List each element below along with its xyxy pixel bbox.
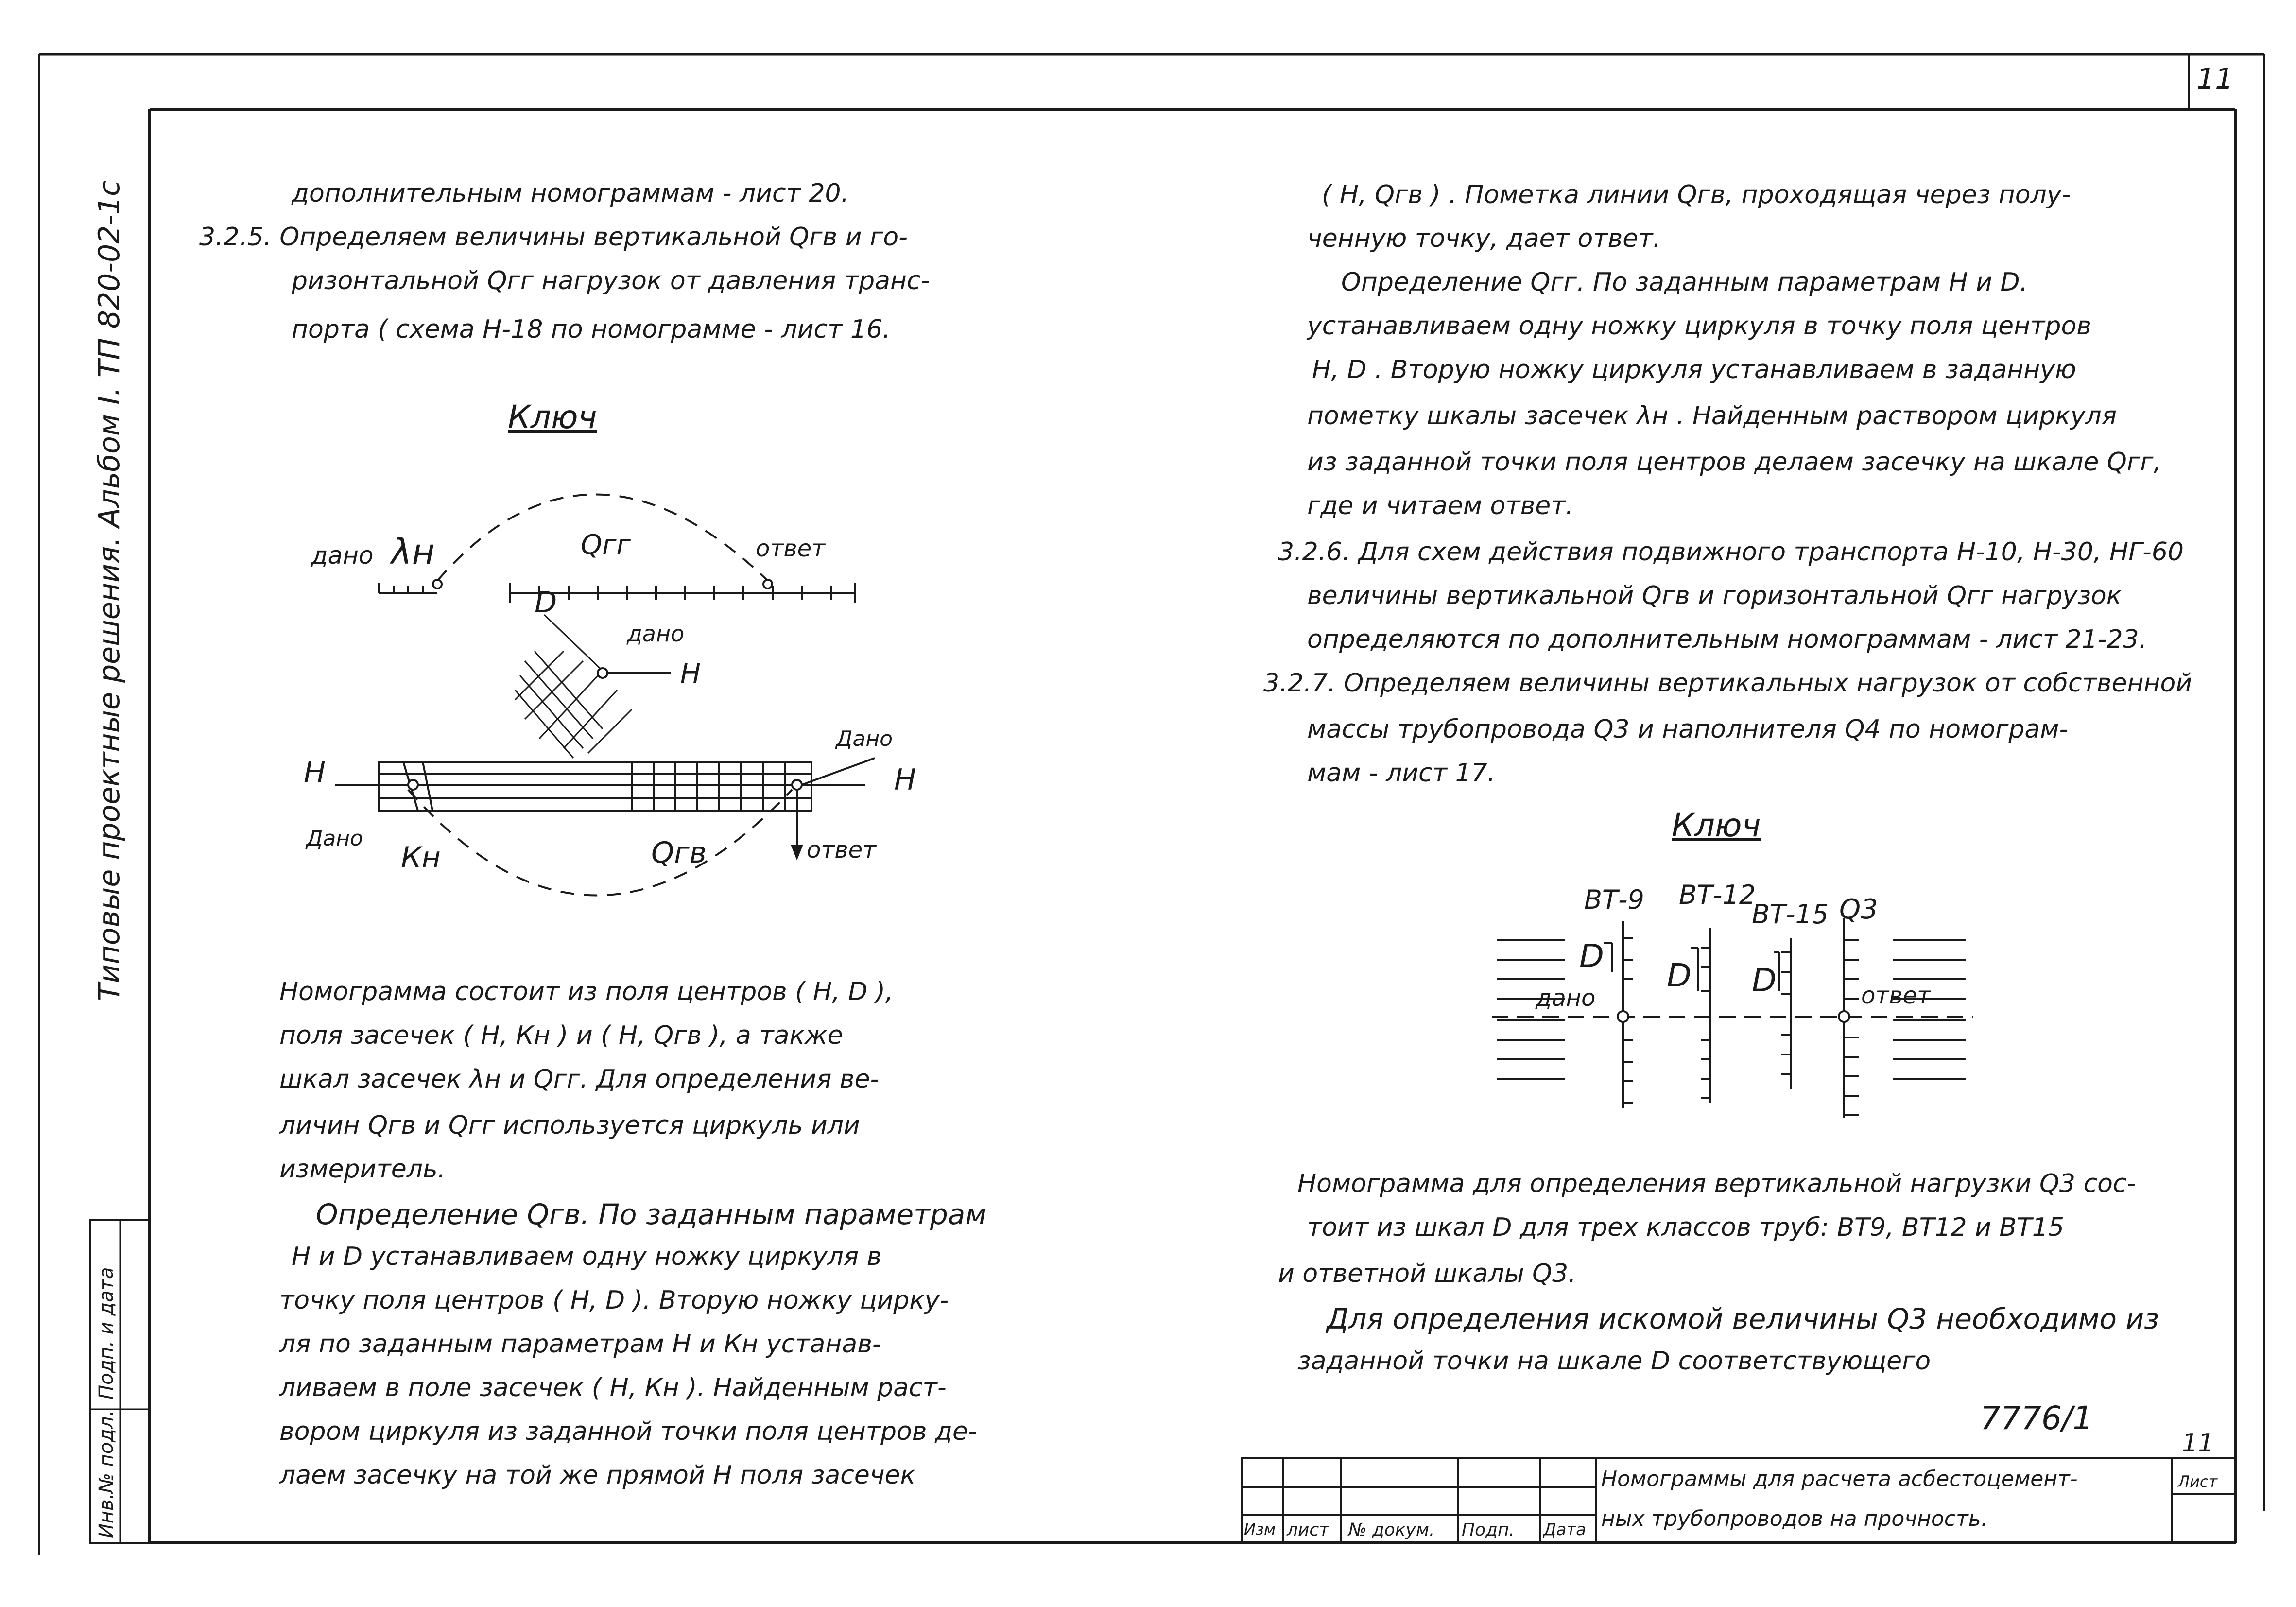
left-body-8: точку поля центров ( H, D ). Вторую ножку цирку- <box>279 1286 949 1315</box>
right-key-title: Ключ <box>1672 807 1761 844</box>
left-body-12: лаем засечку на той же прямой H поля засечек <box>279 1461 915 1490</box>
margin-caption: Типовые проектные решения. Альбом I. ТП 820-02-1с <box>92 180 126 1001</box>
diagram1-dano2-label: дано <box>627 621 685 647</box>
left-key-title: Ключ <box>508 398 597 436</box>
scale-d3-label: D <box>1752 962 1777 999</box>
diagram1-dano3-label: Дано <box>836 726 893 751</box>
right-line-11: определяются по дополнительным номограммам - лист 21-23. <box>1307 625 2147 654</box>
tb-col-doc: № докум. <box>1348 1520 1435 1540</box>
diagram1-dano4-label: Дано <box>306 826 363 851</box>
left-body-1: Номограмма состоит из поля центров ( H, D ), <box>279 977 894 1006</box>
tb-col-date: Дата <box>1543 1520 1587 1539</box>
diagram1-otvet2-label: ответ <box>807 836 877 864</box>
right-key-diagram <box>1482 875 2017 1127</box>
diagram1-dano-label: дано <box>311 541 374 570</box>
right-body-5: заданной точки на шкале D соответствующего <box>1297 1347 1931 1376</box>
diagram1-qgv-label: Qгв <box>651 836 707 870</box>
right-line-13: массы трубопровода Q3 и наполнителя Q4 по номограм- <box>1307 715 2069 744</box>
diagram1-h-mid-label: H <box>680 658 701 690</box>
left-body-10: ливаем в поле засечек ( H, Кн ). Найденным раст- <box>279 1373 947 1402</box>
left-body-2: поля засечек ( H, Кн ) и ( H, Qгв ), а также <box>279 1021 843 1050</box>
document-code: 7776/1 <box>1980 1400 2093 1437</box>
tb-col-list: лист <box>1287 1520 1329 1540</box>
left-line-3: ризонтальной Qгг нагрузок от давления транс- <box>292 266 930 295</box>
diagram1-qgr-label: Qгг <box>581 529 631 561</box>
right-line-12: 3.2.7. Определяем величины вертикальных нагрузок от собственной <box>1263 669 2192 698</box>
right-line-4: устанавливаем одну ножку циркуля в точку поля центров <box>1307 311 2091 341</box>
diagram1-d-label: D <box>535 586 557 620</box>
page-mark: 11 <box>2182 1429 2214 1458</box>
tb-sheet-label: Лист <box>2178 1472 2218 1491</box>
left-body-11: вором циркуля из заданной точки поля центров де- <box>279 1417 977 1446</box>
corner-sheet-number: 11 <box>2196 62 2234 96</box>
scale-bt12-label: ВТ-12 <box>1679 880 1756 910</box>
right-line-3: Определение Qгг. По заданным параметрам H и D. <box>1341 268 2028 297</box>
stamp-signature-label: Подп. и дата <box>95 1267 118 1400</box>
left-body-5: измеритель. <box>279 1155 446 1184</box>
right-line-5: H, D . Вторую ножку циркуля устанавливаем в заданную <box>1312 355 2076 384</box>
scale-q3-label: Q3 <box>1839 894 1878 925</box>
left-line-4: порта ( схема Н-18 по номограмме - лист 16. <box>292 315 891 344</box>
right-line-10: величины вертикальной Qгв и горизонтальной Qгг нагрузок <box>1307 581 2122 610</box>
right-line-8: где и читаем ответ. <box>1307 491 1574 520</box>
right-line-1: ( H, Qгв ) . Пометка линии Qгв, проходящая через полу- <box>1322 180 2071 209</box>
left-line-2: 3.2.5. Определяем величины вертикальной Qгв и го- <box>199 223 908 252</box>
right-line-2: ченную точку, дает ответ. <box>1307 224 1661 253</box>
diagram1-h-left-label: H <box>304 756 326 790</box>
diagram1-otvet-label: ответ <box>756 535 826 562</box>
diagram1-lambda-label: λн <box>391 531 435 572</box>
left-body-9: ля по заданным параметрам H и Кн устанав- <box>279 1330 881 1359</box>
tb-title-line-2: ных трубопроводов на прочность. <box>1601 1506 1988 1531</box>
left-line-1: дополнительным номограммам - лист 20. <box>292 179 849 208</box>
diagram1-kn-label: Кн <box>401 841 441 875</box>
left-key-diagram <box>292 447 923 914</box>
right-line-6: пометку шкалы засечек λн . Найденным раствором циркуля <box>1307 401 2117 431</box>
left-body-3: шкал засечек λн и Qгг. Для определения ве- <box>279 1065 880 1094</box>
scale-d2-label: D <box>1667 957 1692 994</box>
right-line-9: 3.2.6. Для схем действия подвижного транспорта Н-10, Н-30, НГ-60 <box>1278 537 2184 567</box>
left-body-7: H и D устанавливаем одну ножку циркуля в <box>292 1242 882 1271</box>
right-line-7: из заданной точки поля центров делаем засечку на шкале Qгг, <box>1307 448 2161 477</box>
left-body-4: личин Qгв и Qгг используется циркуль или <box>279 1111 860 1140</box>
tb-col-sign: Подп. <box>1462 1520 1515 1540</box>
scale-bt9-label: ВТ-9 <box>1584 884 1644 915</box>
scale-bt15-label: ВТ-15 <box>1752 899 1829 930</box>
right-body-2: тоит из шкал D для трех классов труб: ВТ9, ВТ12 и ВТ15 <box>1307 1213 2064 1242</box>
right-body-4: Для определения искомой величины Q3 необходимо из <box>1327 1302 2159 1335</box>
right-body-1: Номограмма для определения вертикальной нагрузки Q3 сос- <box>1297 1169 2136 1198</box>
right-body-3: и ответной шкалы Q3. <box>1278 1259 1576 1288</box>
stamp-inventory-label: Инв.№ подл. <box>95 1410 118 1538</box>
diagram2-dano-label: дано <box>1536 985 1596 1012</box>
tb-title-line-1: Номограммы для расчета асбестоцемент- <box>1601 1467 2078 1491</box>
diagram2-otvet-label: ответ <box>1861 982 1931 1009</box>
scale-d1-label: D <box>1579 937 1604 975</box>
tb-col-izm: Изм <box>1244 1520 1276 1538</box>
left-body-6: Определение Qгв. По заданным параметрам <box>316 1198 987 1231</box>
right-line-14: мам - лист 17. <box>1307 759 1496 788</box>
diagram1-h-right-label: H <box>894 763 916 797</box>
